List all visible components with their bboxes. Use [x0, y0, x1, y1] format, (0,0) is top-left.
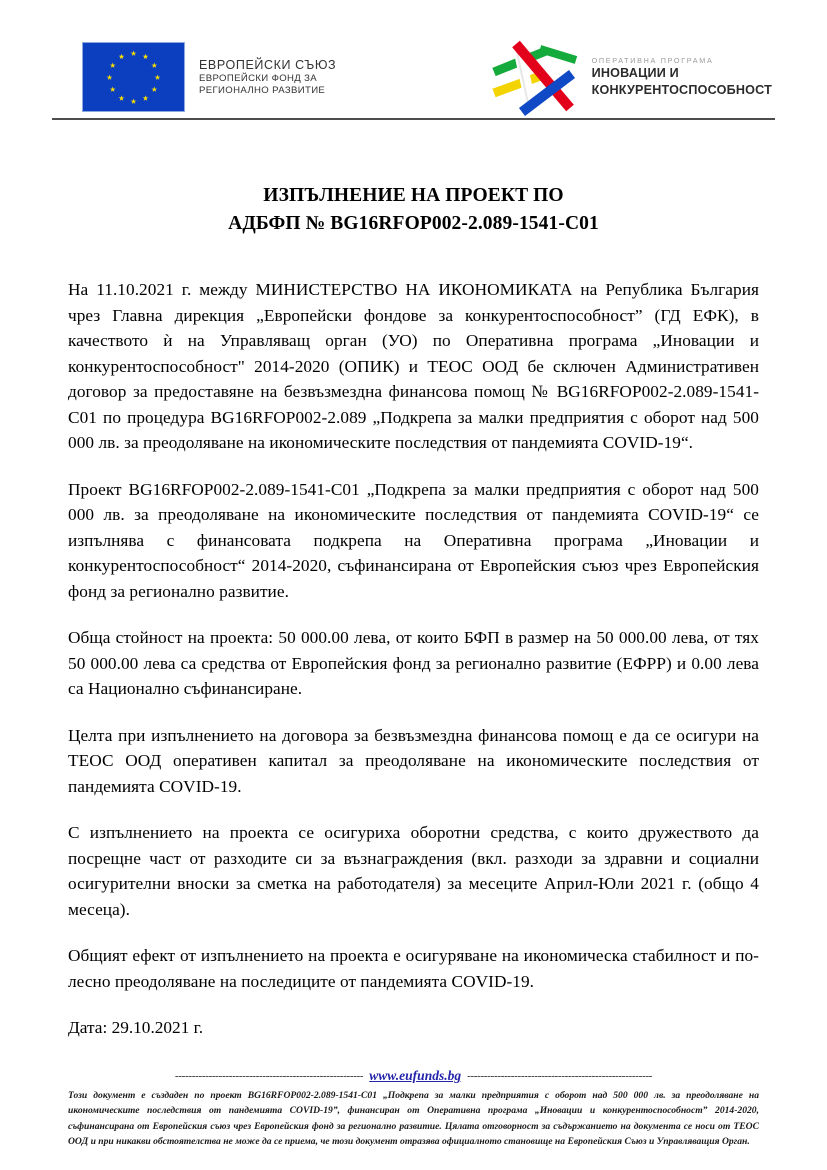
- eu-flag-icon: [82, 42, 185, 112]
- eufunds-link[interactable]: www.eufunds.bg: [369, 1067, 462, 1083]
- opik-logo: [488, 36, 772, 118]
- document-header: [0, 0, 827, 112]
- page-title-line2: АДБФП № BG16RFOP002-2.089-1541-C01: [228, 212, 599, 234]
- opik-logo-text: [592, 56, 772, 98]
- eu-logo-line3: РЕГИОНАЛНО РАЗВИТИЕ: [199, 85, 326, 96]
- footer-dashes-left: --------------------------------------------------------: [174, 1069, 364, 1082]
- body-paragraph: Проект BG16RFOP002-2.089-1541-C01 „Подкрепа за малки предприятия с оборот над 500 000 лв. за преодоляване на икономическите последствия от пандемията COVID-19“ се изпълнява с финансовата подкрепа на Оперативна програма „Иновации и конкурентоспособност“ 2014-2020, съфинансирана от Европейския съюз чрез Европейския фонд за регионално развитие.: [68, 479, 759, 601]
- opik-logo-line1: ОПЕРАТИВНА ПРОГРАМА: [591, 55, 714, 65]
- eu-logo-text: [199, 57, 336, 98]
- body-paragraph: Целта при изпълнението на договора за безвъзмездна финансова помощ е да се осигури на ТЕОС ООД оперативен капитал за преодоляване на икономическите последствия от пандемията COVID-19.: [68, 725, 759, 796]
- page-title-line1: ИЗПЪЛНЕНИЕ НА ПРОЕКТ ПО: [263, 185, 564, 206]
- body-paragraph: На 11.10.2021 г. между МИНИСТЕРСТВО НА ИКОНОМИКАТА на Република България чрез Главна дирекция „Европейски фондове за конкурентоспособност” (ГД ЕФК), в качеството ѝ на Управляващ орган (УО) по Оперативна програма „Иновации и конкурентоспособност" 2014-2020 (ОПИК) и ТЕОС ООД бе сключен Административен договор за предоставяне на безвъзмездна финансова помощ № BG16RFOP002-2.089-1541-C01 по процедура BG16RFOP002-2.089 „Подкрепа за малки предприятия с оборот над 500 000 лв. за преодоляване на икономическите последствия от пандемията COVID-19“.: [68, 280, 759, 453]
- eu-logo: [82, 42, 336, 112]
- opik-crossed-strokes-icon: [488, 36, 584, 118]
- document-body: [0, 277, 827, 1041]
- eu-logo-line2: ЕВРОПЕЙСКИ ФОНД ЗА: [199, 72, 318, 84]
- page-title: [0, 182, 827, 237]
- header-divider: [52, 118, 775, 120]
- eu-logo-line1: ЕВРОПЕЙСКИ СЪЮЗ: [199, 57, 337, 72]
- document-footer: [0, 1068, 827, 1150]
- footer-dashes-right: -------------------------------------------------------: [467, 1069, 653, 1082]
- body-paragraph: Общият ефект от изпълнението на проекта е осигуряване на икономическа стабилност и по-лесно преодоляване на последиците от пандемията COVID-19.: [68, 946, 759, 991]
- document-date: Дата: 29.10.2021 г.: [68, 1018, 204, 1038]
- body-paragraph: Обща стойност на проекта: 50 000.00 лева, от които БФП в размер на 50 000.00 лева, от тях 50 000.00 лева са средства от Европейския фонд за регионално развитие (ЕФРР) и 0.00 лева са Национално съфинансиране.: [68, 628, 759, 699]
- footer-link-row: [58, 1068, 769, 1084]
- opik-logo-line3: КОНКУРЕНТОСПОСОБНОСТ: [591, 82, 772, 97]
- footer-disclaimer: Този документ е създаден по проект BG16RFOP002-2.089-1541-C01 „Подкрепа за малки предприятия с оборот над 500 000 лв. за преодоляване на икономическите последствия от пандемията COVID-19”, финансиран от Оперативна програма „Иновации и конкурентоспособност” 2014-2020, съфинансирана от Европейския съюз чрез Европейския фонд за регионално развитие. Цялата отговорност за съдържанието на документа се носи от ТЕОС ООД и при никакви обстоятелства не може да се приема, че този документ отразява официалното становище на Европейския Съюз и Управляващия Орган.: [68, 1089, 759, 1148]
- body-paragraph: С изпълнението на проекта се осигуриха оборотни средства, с които дружеството да посрещне част от разходите си за възнаграждения (вкл. разходи за здравни и социални осигурителни вноски за сметка на работодателя) за месеците Април-Юли 2021 г. (общо 4 месеца).: [68, 823, 759, 919]
- opik-logo-line2: ИНОВАЦИИ И: [591, 66, 679, 81]
